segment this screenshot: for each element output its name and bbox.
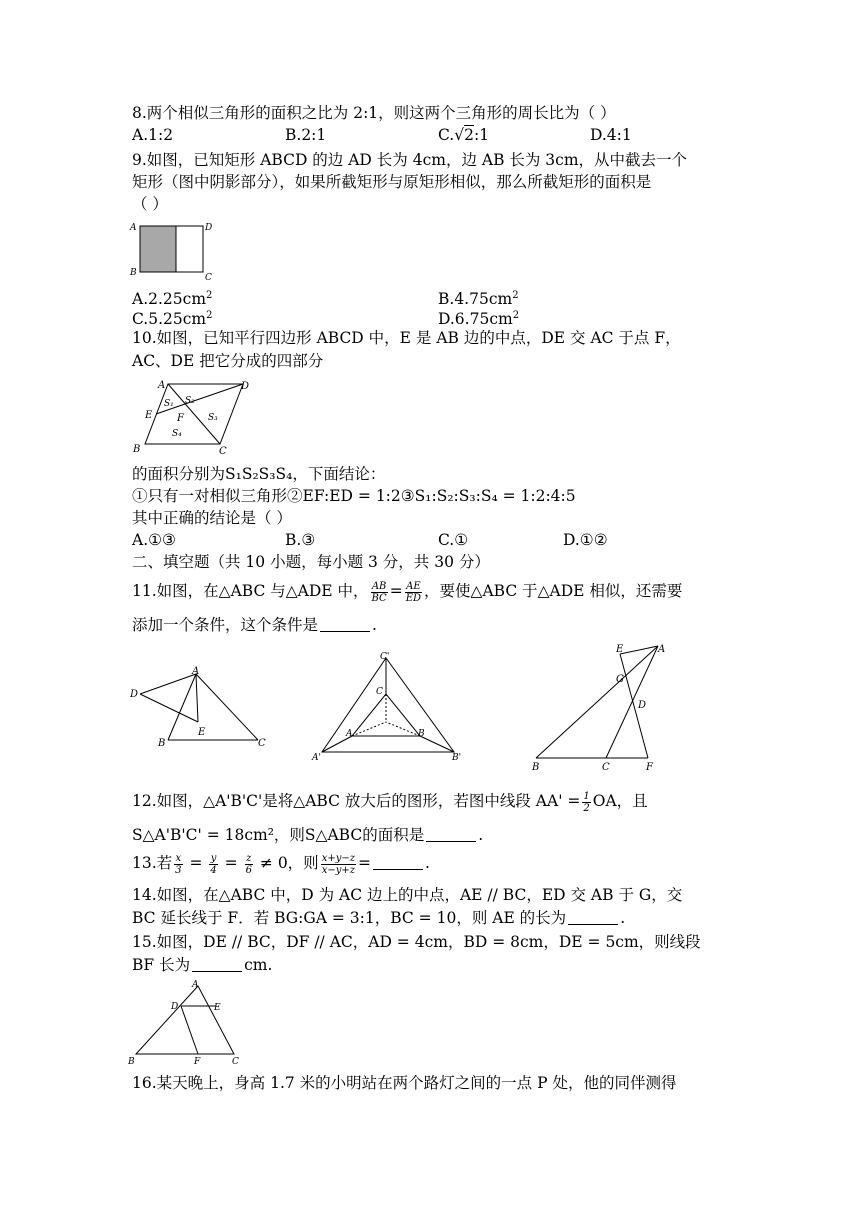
- q9-stem-line1: 9.如图，已知矩形 ABCD 的边 AD 长为 4cm，边 AB 长为 3cm，从中截去一个: [132, 151, 688, 169]
- q9-option-c: $C.5.25cm^2$: [132, 310, 213, 329]
- label-d: D: [171, 1002, 179, 1012]
- answer-blank[interactable]: [192, 957, 242, 972]
- q9-option-a: $A.2.25cm^2$: [132, 290, 213, 309]
- answer-blank[interactable]: [373, 855, 423, 870]
- q9-stem-line2: 矩形（图中阴影部分），如果所截矩形与原矩形相似，那么所截矩形的面积是: [132, 173, 652, 191]
- fraction-ab-bc: $\frac{AB}{BC}$: [371, 580, 387, 604]
- segment-ae: [620, 646, 658, 654]
- fraction-z-6: $\frac{z}{6}$: [245, 852, 252, 876]
- label-b-prime: B': [452, 753, 462, 763]
- label-e: E: [198, 727, 206, 738]
- q15-triangle-figure: [126, 980, 246, 1066]
- label-c-prime: C': [380, 652, 390, 662]
- label-a-prime: A': [312, 753, 321, 763]
- q10-option-c: C.①: [438, 531, 469, 549]
- q11-stem-line1: 11.如图，在△ABC 与△ADE 中， $\frac{AB}{BC}$ = $\frac{AE}{ED}$ ，要使△ABC 于△ADE 相似，还需要: [132, 580, 683, 604]
- fraction-ae-ed: $\frac{AE}{ED}$: [405, 580, 422, 604]
- label-b: B: [133, 444, 141, 455]
- side-de: [140, 694, 198, 722]
- q10-stem-line1: 10.如图，已知平行四边形 ABCD 中，E 是 AB 边的中点，DE 交 AC 于点 F，: [132, 329, 681, 347]
- label-b: B: [128, 1057, 135, 1066]
- label-b: B: [532, 762, 540, 772]
- label-s4: S₄: [172, 429, 182, 439]
- label-e: E: [214, 1003, 221, 1013]
- q8-option-c: C.√2:1: [438, 126, 490, 144]
- q16-stem-line1: 16.某天晚上，身高 1.7 米的小明站在两个路灯之间的一点 P 处，他的同伴测得: [132, 1074, 677, 1092]
- q12-stem-line1: 12.如图，△A'B'C'是将△ABC 放大后的图形，若图中线段 AA' = $\frac{1}{2}$ OA，且: [132, 790, 648, 814]
- q14-stem-line2: BC 延长线于 F．若 BG:GA = 3:1，BC = 10，则 AE 的长为 .: [132, 909, 626, 927]
- q10-parallelogram-figure: [128, 376, 260, 456]
- label-b: B: [158, 738, 166, 749]
- q10-stem-line5: 其中正确的结论是（ ）: [132, 509, 292, 527]
- label-a: A: [130, 223, 137, 233]
- label-a: A: [346, 729, 353, 739]
- q10-option-b: B.③: [285, 531, 316, 549]
- label-c: C: [219, 446, 227, 456]
- q11-triangle-figure: [128, 664, 274, 750]
- q8-option-d: D.4:1: [590, 126, 632, 144]
- q8-option-b: B.2:1: [285, 126, 327, 144]
- label-c: C: [258, 738, 266, 749]
- q9-rectangle-figure: [128, 218, 224, 280]
- label-f: F: [177, 413, 184, 424]
- q10-stem-line3: 的面积分别为S₁S₂S₃S₄，下面结论：: [132, 465, 386, 483]
- label-g: G: [616, 674, 624, 685]
- q15-stem-line1: 15.如图，DE // BC，DF // AC，AD = 4cm，BD = 8cm，DE = 5cm，则线段: [132, 933, 701, 951]
- label-d: D: [241, 381, 250, 392]
- q14-stem-line1: 14.如图，在△ABC 中，D 为 AC 边上的中点，AE // BC，ED 交 AB 于 G，交: [132, 886, 683, 904]
- label-c: C: [376, 687, 383, 697]
- answer-blank[interactable]: [568, 910, 618, 925]
- q8-stem: 8.两个相似三角形的面积之比为 2:1，则这两个三角形的周长比为（ ）: [132, 104, 616, 122]
- triangle-abc: [136, 986, 234, 1054]
- side-ad: [140, 674, 196, 694]
- q10-conclusions: ①只有一对相似三角形②EF:ED = 1:2③S₁:S₂:S₃:S₄ = 1:2:4:5: [132, 487, 576, 505]
- q14-triangle-figure: [526, 638, 676, 772]
- label-f: F: [194, 1057, 201, 1066]
- label-a: A: [192, 980, 199, 990]
- label-e: E: [616, 644, 624, 655]
- q9-stem-line3: （ ）: [132, 195, 168, 213]
- label-s1: S₁: [164, 399, 174, 409]
- q15-stem-line2: BF 长为 cm.: [132, 956, 273, 974]
- side-ae: [196, 674, 198, 722]
- label-d: D: [205, 223, 213, 233]
- q10-option-d: D.①②: [563, 531, 608, 549]
- fraction-x-3: $\frac{x}{3}$: [175, 852, 182, 876]
- label-s2: S₂: [185, 396, 195, 406]
- label-e: E: [145, 410, 153, 421]
- label-a: A: [192, 666, 200, 677]
- q10-stem-line2: AC、DE 把它分成的四部分: [132, 352, 324, 370]
- q11-stem-line2: 添加一个条件，这个条件是 .: [132, 616, 377, 634]
- label-c: C: [602, 762, 610, 772]
- answer-blank[interactable]: [426, 827, 476, 842]
- q8-option-a: A.1:2: [132, 126, 174, 144]
- fraction-one-half: $\frac{1}{2}$: [583, 790, 590, 814]
- segment-df: [181, 1006, 198, 1054]
- label-c: C: [205, 273, 212, 280]
- label-d: D: [638, 700, 647, 711]
- q13-stem: 13.若 $\frac{x}{3}$ = $\frac{y}{4}$ = $\frac{z}{6}$ ≠ 0，则 $\frac{x+y-z}{x-y+z}$ = .: [132, 852, 430, 876]
- shaded-rectangle: [140, 226, 176, 272]
- q9-option-d: $D.6.75cm^2$: [438, 310, 520, 329]
- section-heading: 二、填空题（共 10 小题，每小题 3 分，共 30 分）: [132, 553, 490, 571]
- q12-triangle-figure: [310, 650, 470, 768]
- side-ab: [168, 674, 196, 740]
- label-f: F: [646, 762, 653, 772]
- label-c: C: [232, 1057, 239, 1066]
- fraction-y-4: $\frac{y}{4}$: [210, 852, 217, 876]
- segment-bb2: [420, 736, 454, 752]
- label-a: A: [158, 380, 166, 391]
- fraction-expression: $\frac{x+y-z}{x-y+z}$: [321, 852, 356, 876]
- label-a: A: [658, 644, 666, 655]
- triangle-a2b2c2: [322, 658, 454, 752]
- side-ac: [606, 646, 658, 758]
- sqrt-symbol: √: [454, 126, 465, 144]
- q9-option-b: $B.4.75cm^2$: [438, 290, 519, 309]
- answer-blank[interactable]: [320, 617, 370, 632]
- q10-option-a: A.①③: [132, 531, 176, 549]
- q12-stem-line2: S△A'B'C' = 18cm²，则S△ABC的面积是 .: [132, 826, 484, 844]
- label-b: B: [418, 729, 425, 739]
- label-b: B: [130, 268, 137, 278]
- label-d: D: [130, 689, 139, 700]
- label-s3: S₃: [208, 413, 218, 423]
